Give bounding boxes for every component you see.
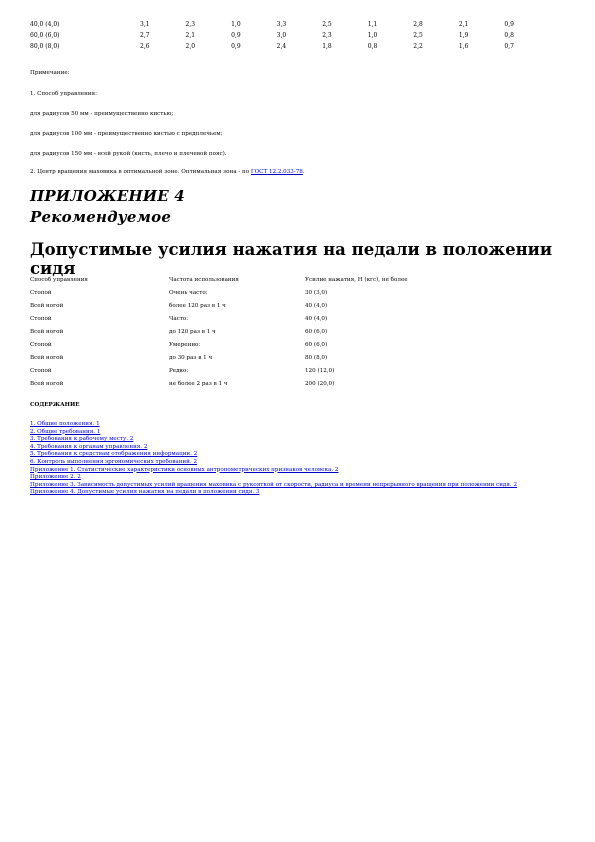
table-cell: 0,8 — [504, 32, 514, 39]
table-cell: 3,3 — [276, 21, 287, 28]
table-header-row — [30, 274, 408, 287]
note-radius-150: для радиусов 150 мм - всей рукой (кисть, плечо и плечевой пояс). — [30, 151, 227, 157]
table-cell: Стопой — [30, 316, 52, 323]
table-cell: 3,0 — [276, 32, 287, 39]
note-item-2-text: 2. Центр вращения маховика в оптимальной зоне. Оптимальная зона - по — [30, 169, 251, 175]
table-cell: 0,9 — [231, 32, 241, 39]
note-item-2 — [30, 169, 305, 175]
table-cell: 1,9 — [458, 32, 469, 39]
toc-link[interactable]: 2. Общие требования. 1 — [30, 428, 101, 435]
table-cell: 2,3 — [185, 21, 196, 28]
table-cell: 1,0 — [367, 32, 378, 39]
toc-item — [30, 474, 550, 482]
toc-item — [30, 459, 550, 467]
table-cell: 80 (8,0) — [305, 354, 328, 361]
toc-link[interactable]: Приложение 1. Статистические характеристики основных антропометрических признаков человека. 2 — [30, 466, 339, 473]
table-cell: 0,9 — [231, 43, 241, 50]
toc-item — [30, 421, 550, 429]
table-cell: Стопой — [30, 341, 52, 348]
table-cell: Всей ногой — [30, 329, 64, 335]
column-header: Способ управления — [30, 277, 88, 284]
toc-link[interactable]: 6. Контроль выполнения эргономических требований. 2 — [30, 458, 198, 465]
table-cell: Всей ногой — [30, 303, 64, 310]
table-cell: 2,1 — [185, 32, 196, 39]
table-cell: 200 (20,0) — [305, 380, 335, 387]
table-cell: 2,2 — [413, 43, 423, 50]
note-radius-100: для радиусов 100 мм - преимущественно кистью с предплечьем; — [30, 131, 223, 137]
toc-item — [30, 467, 550, 475]
table-cell: не более 2 раз в 1 ч — [169, 380, 228, 387]
table-cell: Стопой — [30, 367, 52, 374]
table-cell: Всей ногой — [30, 380, 64, 387]
table-cell: 30 (3,0) — [305, 290, 328, 297]
pedal-force-table — [30, 274, 408, 390]
table-cell: Очень часто: — [169, 290, 208, 297]
table-cell: 2,3 — [322, 32, 332, 39]
table-cell: 40,0 (4,0) — [30, 21, 60, 28]
table-cell: 2,5 — [413, 32, 423, 39]
table-cell: 2,6 — [140, 43, 150, 50]
toc-link[interactable]: 4. Требования к органам управления. 2 — [30, 443, 148, 450]
table-row — [30, 19, 550, 30]
table-cell: 0,8 — [367, 43, 378, 50]
table-cell: 1,1 — [367, 21, 378, 28]
table-cell: 2,0 — [185, 43, 196, 50]
appendix-heading: ПРИЛОЖЕНИЕ 4 — [30, 187, 185, 205]
table-cell: 80,0 (8,0) — [30, 43, 60, 50]
pedal-force-continuation-table — [30, 19, 550, 52]
table-cell: более 120 раз в 1 ч — [169, 303, 226, 310]
note-radius-50: для радиусов 50 мм - преимущественно кистью; — [30, 111, 174, 117]
toc-link[interactable]: Приложение 4. Допустимые усилия нажатия на педали в положении сидя. 3 — [30, 489, 260, 496]
toc-item — [30, 436, 550, 444]
appendix-title: Допустимые усилия нажатия на педали в положении сидя — [30, 240, 553, 278]
toc-link[interactable]: 1. Общие положения. 1 — [30, 421, 100, 427]
table-cell: 1,6 — [458, 43, 469, 50]
toc-link[interactable]: Приложение 3. Зависимость допустимых усилий вращения маховика с рукояткой от скорости, радиуса и времени непрерывного вращения при положении сидя. 2 — [30, 481, 518, 488]
table-cell: 40 (4,0) — [305, 316, 328, 323]
table-cell: Стопой — [30, 290, 52, 297]
table-row — [30, 313, 408, 326]
toc-title: СОДЕРЖАНИЕ — [30, 402, 80, 408]
toc-item — [30, 451, 550, 459]
table-cell: 2,7 — [140, 32, 150, 39]
toc-item — [30, 489, 550, 497]
table-row — [30, 364, 408, 377]
table-row — [30, 351, 408, 364]
note-title: Примечание: — [30, 70, 70, 76]
table-row — [30, 338, 408, 351]
table-row — [30, 300, 408, 313]
table-cell: 0,7 — [504, 43, 514, 50]
table-cell: 3,1 — [140, 21, 150, 28]
table-cell: до 120 раз в 1 ч — [169, 329, 216, 335]
column-header: Частота использования — [169, 277, 239, 284]
table-cell: 2,1 — [458, 21, 469, 28]
table-cell: 60 (6,0) — [305, 329, 328, 335]
gost-link[interactable]: ГОСТ 12.2.033-78 — [250, 169, 303, 175]
table-cell: Часто: — [169, 316, 189, 323]
toc-list — [30, 421, 550, 497]
toc-link[interactable]: Приложение 2. 2 — [30, 474, 81, 481]
table-cell: 60 (6,0) — [305, 341, 328, 348]
table-cell: 2,8 — [413, 21, 423, 28]
toc-item — [30, 482, 550, 490]
table-cell: 2,5 — [322, 21, 332, 28]
table-cell: 1,0 — [231, 21, 241, 28]
table-cell: 60,0 (6,0) — [30, 32, 60, 39]
table-row — [30, 326, 408, 339]
appendix-subheading: Рекомендуемое — [30, 208, 172, 226]
table-cell: Всей ногой — [30, 354, 64, 361]
table-cell: 2,4 — [276, 43, 287, 50]
toc-link[interactable]: 3. Требования к рабочему месту. 2 — [30, 436, 134, 443]
table-row — [30, 41, 550, 52]
table-cell: Умеренно: — [169, 341, 201, 348]
table-cell: 120 (12,0) — [305, 367, 335, 374]
note-item-2-end: . — [302, 169, 305, 175]
table-row — [30, 30, 550, 41]
toc-link[interactable]: 5. Требования к средствам отображения информации. 2 — [30, 451, 198, 458]
table-cell: Редко: — [169, 367, 189, 374]
table-cell: до 30 раз в 1 ч — [169, 354, 213, 361]
table-row — [30, 287, 408, 300]
table-cell: 40 (4,0) — [305, 303, 328, 310]
table-row — [30, 377, 408, 390]
column-header: Усилие нажатия, Н (кгс), не более — [305, 277, 408, 284]
note-item-1: 1. Способ управления: — [30, 91, 97, 97]
table-cell: 0,9 — [504, 21, 514, 28]
table-cell: 1,8 — [322, 43, 332, 50]
